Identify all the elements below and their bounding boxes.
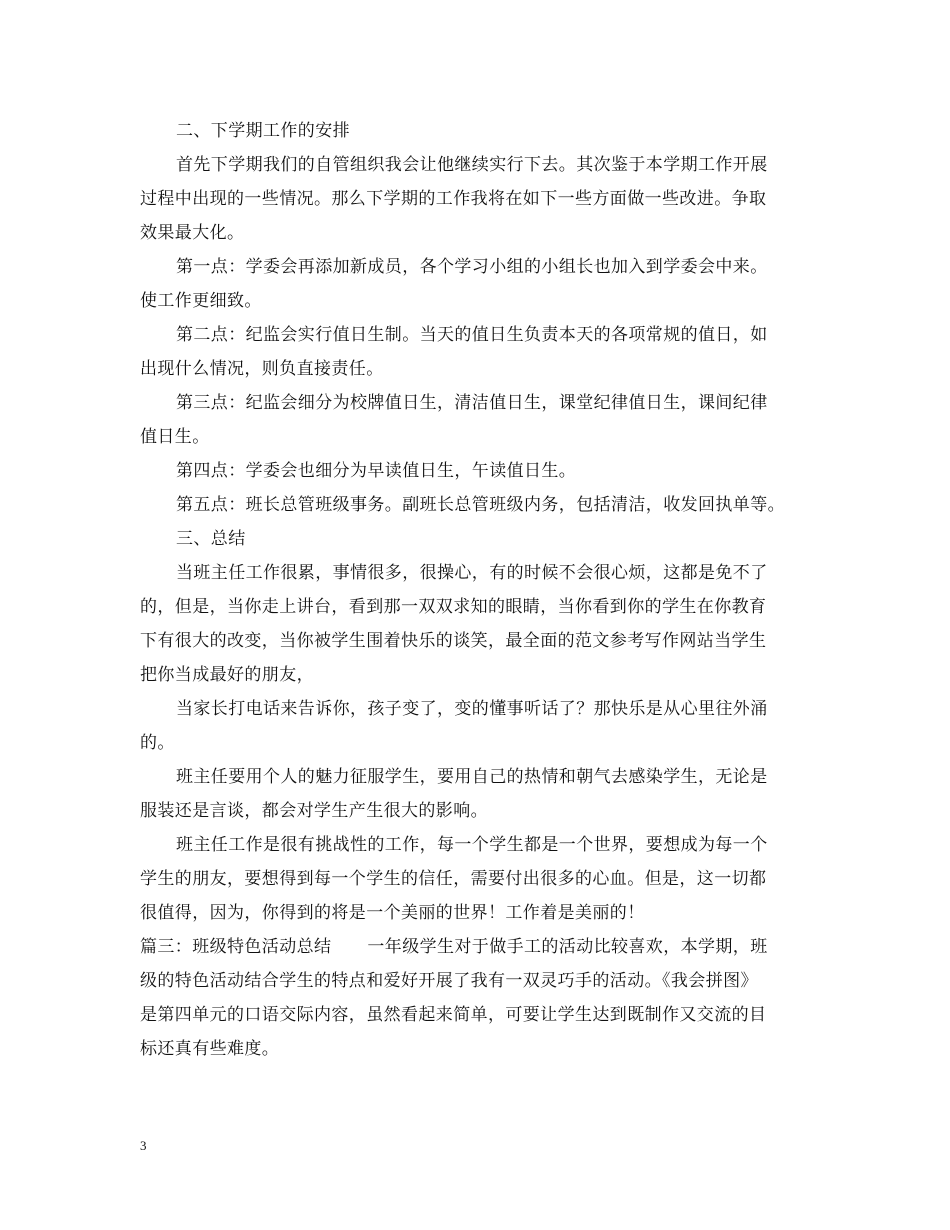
paragraph-line: 第四点：学委会也细分为早读值日生，午读值日生。 <box>176 461 577 481</box>
page-number: 3 <box>140 1138 147 1153</box>
paragraph-line: 标还真有些难度。 <box>140 1039 280 1059</box>
paragraph-line: 当家长打电话来告诉你，孩子变了，变的懂事听话了？那快乐是从心里往外涌 <box>176 699 768 719</box>
paragraph-line: 的。 <box>140 733 175 753</box>
paragraph-line: 是第四单元的口语交际内容，虽然看起来简单，可要让学生达到既制作又交流的目 <box>140 1005 767 1025</box>
paragraph-line: 出现什么情况，则负直接责任。 <box>140 359 384 379</box>
paragraph-line: 第一点：学委会再添加新成员，各个学习小组的小组长也加入到学委会中来。 <box>176 257 768 277</box>
paragraph-line: 当班主任工作很累，事情很多，很操心，有的时候不会很心烦，这都是免不了 <box>176 563 768 583</box>
paragraph-line: 效果最大化。 <box>140 223 245 243</box>
section-three-title: 篇三：班级特色活动总结 <box>140 937 332 957</box>
paragraph-line: 第二点：纪监会实行值日生制。当天的值日生负责本天的各项常规的值日，如 <box>176 325 768 345</box>
paragraph-line: 学生的朋友，要想得到每一个学生的信任，需要付出很多的心血。但是，这一切都 <box>140 869 767 889</box>
paragraph-line: 级的特色活动结合学生的特点和爱好开展了我有一双灵巧手的活动。《我会拼图》 <box>140 971 758 991</box>
paragraph-line: 服装还是言谈，都会对学生产生很大的影响。 <box>140 801 488 821</box>
paragraph-line: 班主任要用个人的魅力征服学生，要用自己的热情和朝气去感染学生，无论是 <box>176 767 768 787</box>
section-heading: 三、总结 <box>176 529 246 549</box>
paragraph-line: 第三点：纪监会细分为校牌值日生，清洁值日生，课堂纪律值日生，课间纪律 <box>176 393 768 413</box>
paragraph-line: 的，但是，当你走上讲台，看到那一双双求知的眼睛，当你看到你的学生在你教育 <box>140 597 767 617</box>
document-page <box>140 114 820 1066</box>
paragraph-line: 首先下学期我们的自管组织我会让他继续实行下去。其次鉴于本学期工作开展 <box>176 155 768 175</box>
paragraph-line: 使工作更细致。 <box>140 291 262 311</box>
paragraph-line: 把你当成最好的朋友， <box>140 665 314 685</box>
paragraph-text: 一年级学生对于做手工的活动比较喜欢，本学期，班 <box>367 937 768 957</box>
paragraph-line: 很值得，因为，你得到的将是一个美丽的世界！工作着是美丽的！ <box>140 903 645 923</box>
paragraph-line: 班主任工作是很有挑战性的工作，每一个学生都是一个世界，要想成为每一个 <box>176 835 768 855</box>
paragraph-line: 过程中出现的一些情况。那么下学期的工作我将在如下一些方面做一些改进。争取 <box>140 189 767 209</box>
paragraph-line: 值日生。 <box>140 427 210 447</box>
section-three-first-line <box>140 930 820 964</box>
section-heading: 二、下学期工作的安排 <box>176 121 350 141</box>
paragraph-line: 下有很大的改变，当你被学生围着快乐的谈笑，最全面的范文参考写作网站当学生 <box>140 631 767 651</box>
paragraph-line: 第五点：班长总管班级事务。副班长总管班级内务，包括清洁，收发回执单等。 <box>176 495 785 515</box>
